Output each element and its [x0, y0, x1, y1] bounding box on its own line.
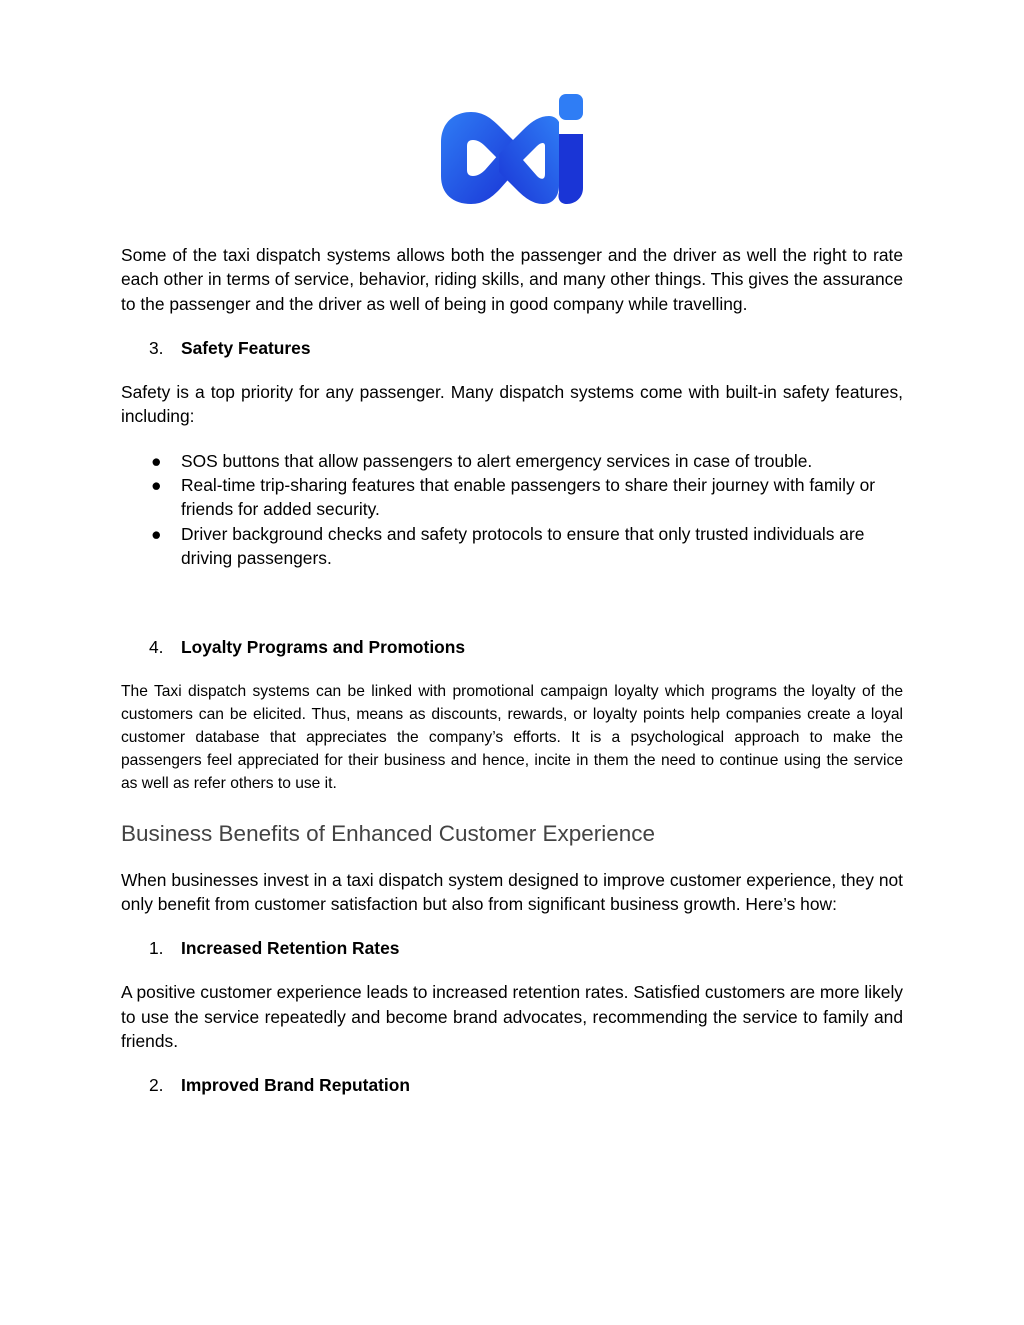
- safety-paragraph: Safety is a top priority for any passenger. Many dispatch systems come with built-in safety features, including:: [121, 382, 903, 427]
- section-title: Increased Retention Rates: [181, 938, 400, 959]
- bullet-icon: ●: [151, 475, 162, 496]
- section-title: Improved Brand Reputation: [181, 1075, 410, 1096]
- benefit-heading-retention: [121, 936, 903, 960]
- benefits-intro-paragraph: When businesses invest in a taxi dispatch system designed to improve customer experience, they not only benefit from customer satisfaction but also from significant business growth. Here’s how:: [121, 869, 903, 914]
- section-heading: Business Benefits of Enhanced Customer Experience: [121, 820, 656, 846]
- section-number: 1.: [149, 938, 164, 959]
- brand-logo-icon: [441, 94, 585, 206]
- section-heading-loyalty: [121, 635, 903, 659]
- list-item: [121, 449, 903, 473]
- intro-paragraph: Some of the taxi dispatch systems allows both the passenger and the driver as well the right to rate each other in terms of service, behavior, riding skills, and many other things. This gives the assurance to the passenger and the driver as well of being in good company while travelling.: [121, 245, 903, 314]
- section-number: 2.: [149, 1075, 164, 1096]
- brand-logo: [441, 94, 585, 206]
- list-item: [121, 522, 903, 571]
- list-item-text: Driver background checks and safety protocols to ensure that only trusted individuals are driving passengers.: [181, 523, 865, 568]
- section-number: 3.: [149, 337, 164, 358]
- retention-paragraph: A positive customer experience leads to increased retention rates. Satisfied customers are more likely to use the service repeatedly and become brand advocates, recommending the service to family and friends.: [121, 982, 903, 1052]
- section-heading-safety: [121, 336, 903, 360]
- list-item-text: Real-time trip-sharing features that enable passengers to share their journey with family or friends for added security.: [181, 475, 876, 520]
- bullet-icon: ●: [151, 450, 162, 471]
- list-item-text: SOS buttons that allow passengers to alert emergency services in case of trouble.: [181, 450, 813, 471]
- benefit-heading-reputation: [121, 1073, 903, 1097]
- loyalty-paragraph: The Taxi dispatch systems can be linked with promotional campaign loyalty which programs the loyalty of the customers can be elicited. Thus, means as discounts, rewards, or loyalty points help companies create a loyal customer database that appreciates the company’s efforts. It is a psychological approach to make the passengers feel appreciated for their business and hence, incite in them the need to continue using the service as well as refer others to use it.: [121, 682, 903, 793]
- list-item: [121, 473, 903, 522]
- bullet-icon: ●: [151, 523, 162, 544]
- section-title: Loyalty Programs and Promotions: [181, 637, 466, 658]
- section-number: 4.: [149, 637, 164, 658]
- safety-bullet-list: [121, 449, 903, 570]
- document-body: [121, 243, 903, 1098]
- section-title: Safety Features: [181, 337, 311, 358]
